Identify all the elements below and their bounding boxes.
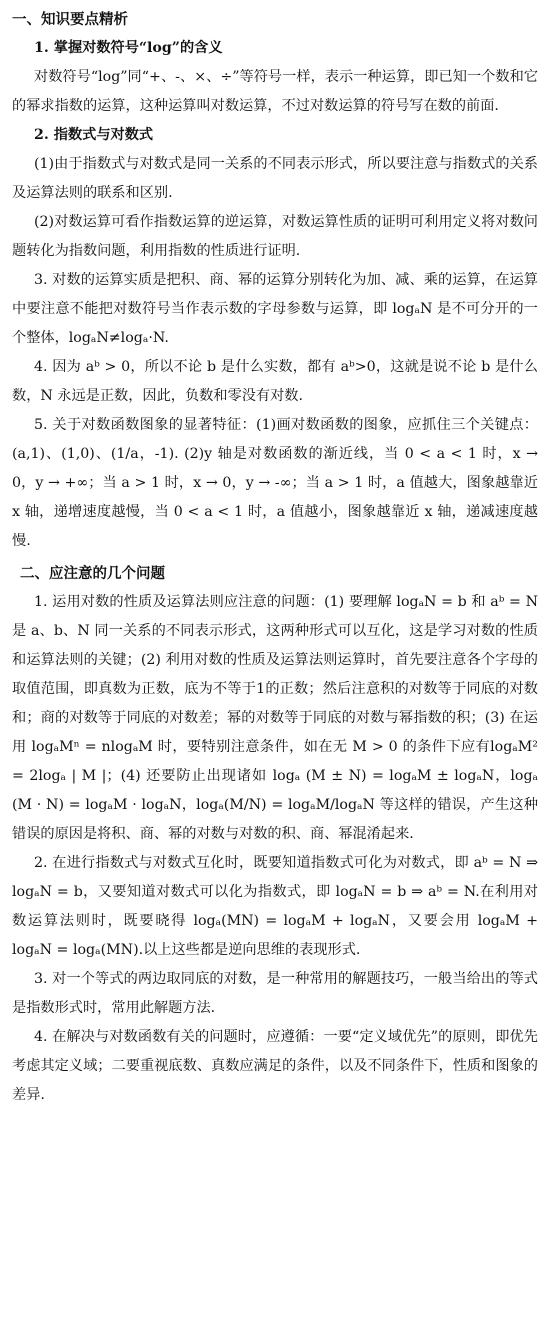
paragraph-graph-features: 5. 关于对数函数图象的显著特征：(1)画对数函数的图象，应抓住三个关键点：(a,1)、(1,0)、(1/a，-1). (2)y 轴是对数函数的渐近线，当 0 < a < 1 时，x → 0，y → +∞；当 a > 1 时，x → 0，y → -∞；当 a > 1 时，a 值越大，图象越靠近 x 轴，递增速度越慢，当 0 < a < 1 时，a 值越小，图象越靠近 x 轴，递减速度越慢. <box>12 417 538 549</box>
section-title-2: 二、应注意的几个问题 <box>20 566 165 582</box>
paragraph-exp-vs-log-2: (2)对数运算可看作指数运算的逆运算，对数运算性质的证明可利用定义将对数问题转化为指数问题，利用指数的性质进行证明. <box>12 214 538 259</box>
paragraph-positive-n: 4. 因为 aᵇ > 0，所以不论 b 是什么实数，都有 aᵇ>0，这就是说不论 b 是什么数，N 永远是正数，因此，负数和零没有对数. <box>12 359 538 404</box>
section-title-1: 一、知识要点精析 <box>12 12 128 28</box>
subheading-log-symbol: 1. 掌握对数符号“log”的含义 <box>34 40 223 56</box>
paragraph-properties-notes: 1. 运用对数的性质及运算法则应注意的问题：(1) 要理解 logₐN = b 和 aᵇ = N 是 a、b、N 同一关系的不同表示形式，这两种形式可以互化，这是学习对数的性质和运算法则的关键；(2) 利用对数的性质及运算法则运算时，首先要注意各个字母的取值范围，即真数为正数，底为不等于1的正数；然后注意积的对数等于同底的对数和；商的对数等于同底的对数差；幂的对数等于同底的对数与幂指数的积；(3) 在运用 logₐMⁿ = nlogₐM 时，要特别注意条件，如在无 M > 0 的条件下应有logₐM² = 2logₐ | M |；(4) 还要防止出现诸如 logₐ (M ± N) = logₐM ± logₐN，logₐ (M · N) = logₐM · logₐN，logₐ(M/N) = logₐM/logₐN 等这样的错误，产生这种错误的原因是将积、商、幂的对数与对数的积、商、幂混淆起来. <box>12 594 538 842</box>
paragraph-domain-first: 4. 在解决与对数函数有关的问题时，应遵循：一要“定义域优先”的原则，即优先考虑其定义域；二要重视底数、真数应满足的条件，以及不同条件下，性质和图象的差异. <box>12 1029 538 1103</box>
paragraph-exp-vs-log-1: (1)由于指数式与对数式是同一关系的不同表示形式，所以要注意与指数式的关系及运算法则的联系和区别. <box>12 156 538 201</box>
paragraph-take-log: 3. 对一个等式的两边取同底的对数，是一种常用的解题技巧，一般当给出的等式是指数形式时，常用此解题方法. <box>12 971 538 1016</box>
paragraph-log-operation: 3. 对数的运算实质是把积、商、幂的运算分别转化为加、减、乘的运算，在运算中要注意不能把对数符号当作表示数的字母参数与运算，即 logₐN 是不可分开的一个整体，logₐN≠logₐ·N. <box>12 272 538 346</box>
subheading-exp-vs-log: 2. 指数式与对数式 <box>34 127 154 143</box>
paragraph-log-symbol: 对数符号“log”同“+、-、×、÷”等符号一样，表示一种运算，即已知一个数和它的幂求指数的运算，这种运算叫对数运算，不过对数运算的符号写在数的前面. <box>12 69 538 114</box>
paragraph-conversion: 2. 在进行指数式与对数式互化时，既要知道指数式可化为对数式，即 aᵇ = N ⇒ logₐN = b，又要知道对数式可以化为指数式，即 logₐN = b ⇒ aᵇ = N.在利用对数运算法则时，既要晓得 logₐ(MN) = logₐM + logₐN，又要会用 logₐM + logₐN = logₐ(MN).以上这些都是逆向思维的表现形式. <box>12 855 538 958</box>
